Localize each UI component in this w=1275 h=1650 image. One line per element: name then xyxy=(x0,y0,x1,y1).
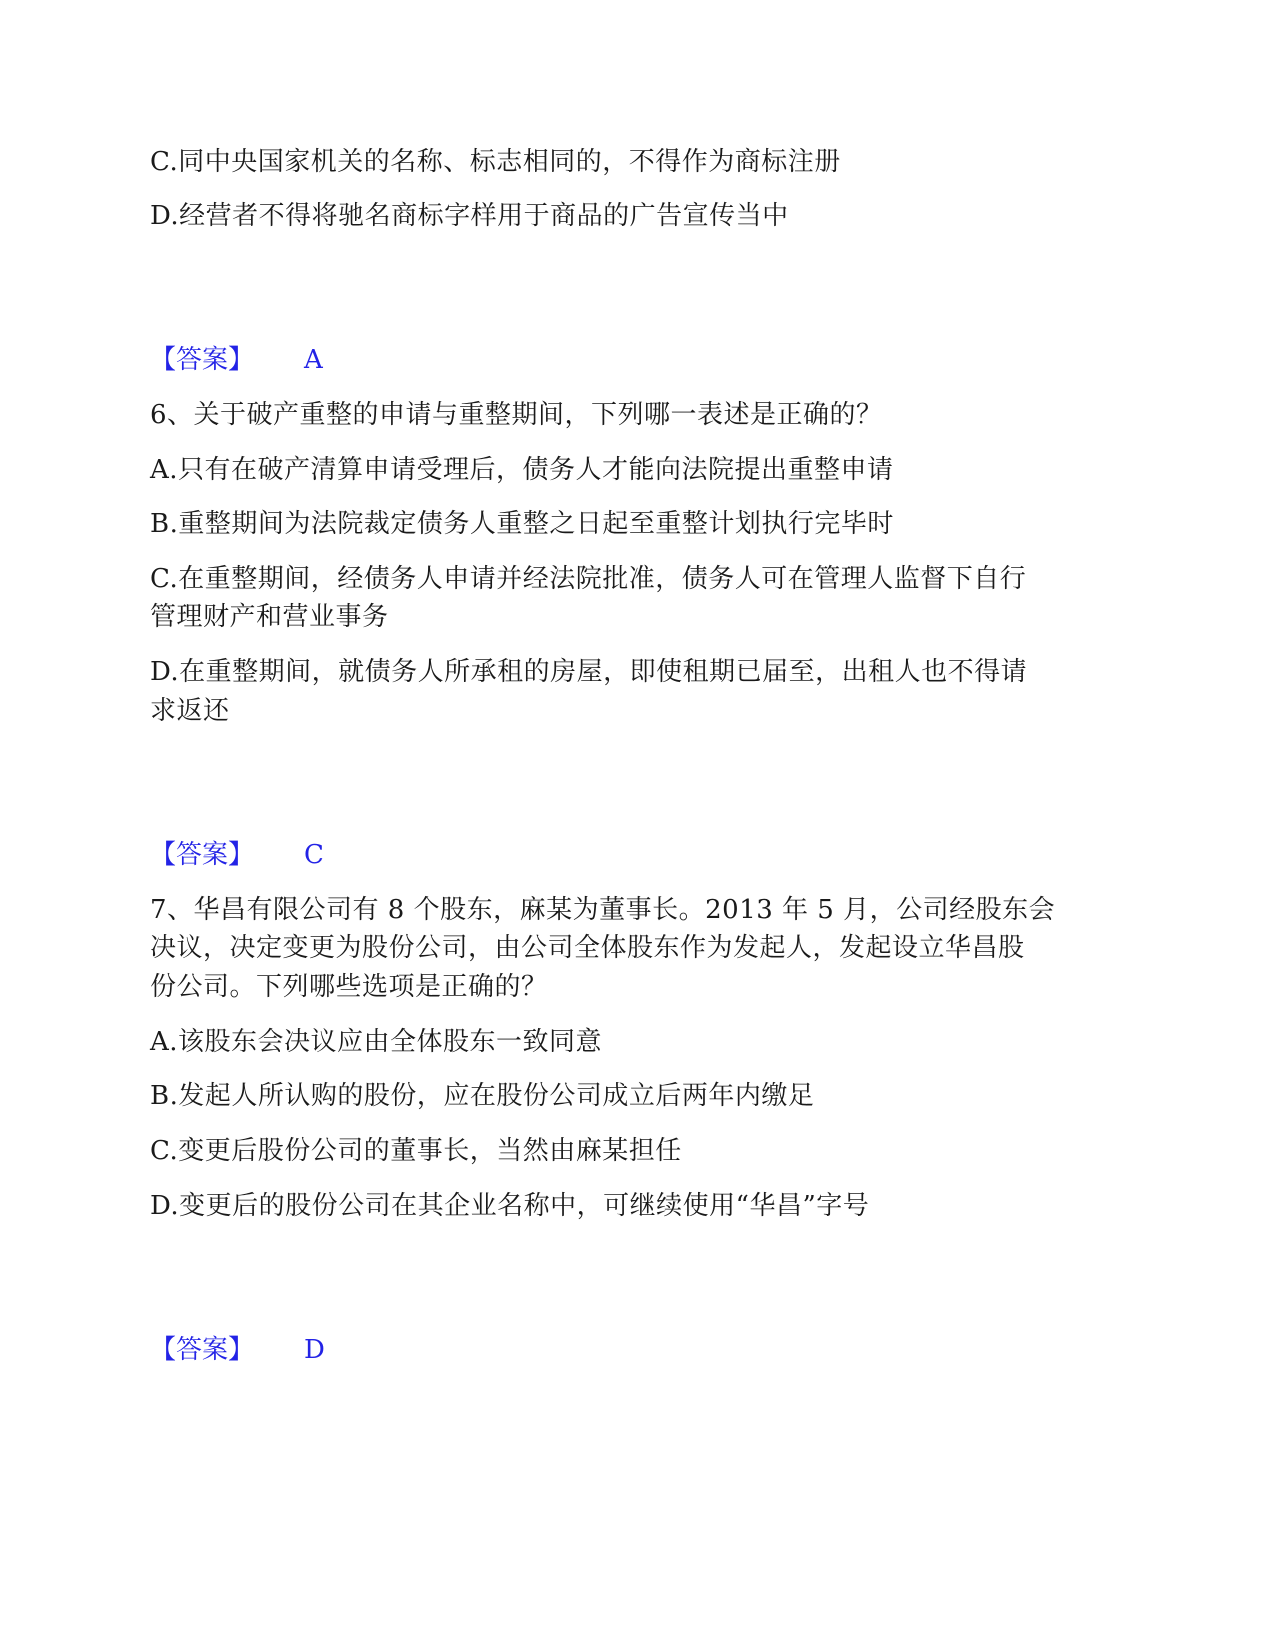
q5-option-d: D.经营者不得将驰名商标字样用于商品的广告宣传当中 xyxy=(150,201,789,231)
q7-option-d: D.变更后的股份公司在其企业名称中，可继续使用“华昌”字号 xyxy=(150,1191,870,1221)
q7-answer xyxy=(150,1335,325,1365)
answer-label: 【答案】 xyxy=(150,840,255,870)
q7-stem-line1: 7、华昌有限公司有 8 个股东，麻某为董事长。2013 年 5 月，公司经股东会 xyxy=(150,895,1056,925)
q6-option-d-line2: 求返还 xyxy=(150,696,230,726)
q6-stem: 6、关于破产重整的申请与重整期间，下列哪一表述是正确的？ xyxy=(150,400,883,430)
q6-option-c-line2: 管理财产和营业事务 xyxy=(150,602,389,632)
q6-option-c-line1: C.在重整期间，经债务人申请并经法院批准，债务人可在管理人监督下自行 xyxy=(150,564,1027,594)
q7-stem-line2: 决议，决定变更为股份公司，由公司全体股东作为发起人，发起设立华昌股 xyxy=(150,933,1025,963)
answer-label: 【答案】 xyxy=(150,345,255,375)
answer-value: C xyxy=(304,840,324,870)
answer-value: D xyxy=(304,1335,325,1365)
q7-stem-line3: 份公司。下列哪些选项是正确的？ xyxy=(150,972,548,1002)
q7-option-c: C.变更后股份公司的董事长，当然由麻某担任 xyxy=(150,1136,682,1166)
q5-answer xyxy=(150,345,323,375)
q6-option-b: B.重整期间为法院裁定债务人重整之日起至重整计划执行完毕时 xyxy=(150,509,894,539)
q5-option-c: C.同中央国家机关的名称、标志相同的，不得作为商标注册 xyxy=(150,147,841,177)
q6-option-d-line1: D.在重整期间，就债务人所承租的房屋，即使租期已届至，出租人也不得请 xyxy=(150,657,1028,687)
q7-option-b: B.发起人所认购的股份，应在股份公司成立后两年内缴足 xyxy=(150,1081,815,1111)
q6-option-a: A.只有在破产清算申请受理后，债务人才能向法院提出重整申请 xyxy=(150,455,894,485)
answer-label: 【答案】 xyxy=(150,1335,255,1365)
answer-value: A xyxy=(304,345,323,375)
q7-option-a: A.该股东会决议应由全体股东一致同意 xyxy=(150,1027,603,1057)
q6-answer xyxy=(150,840,324,870)
